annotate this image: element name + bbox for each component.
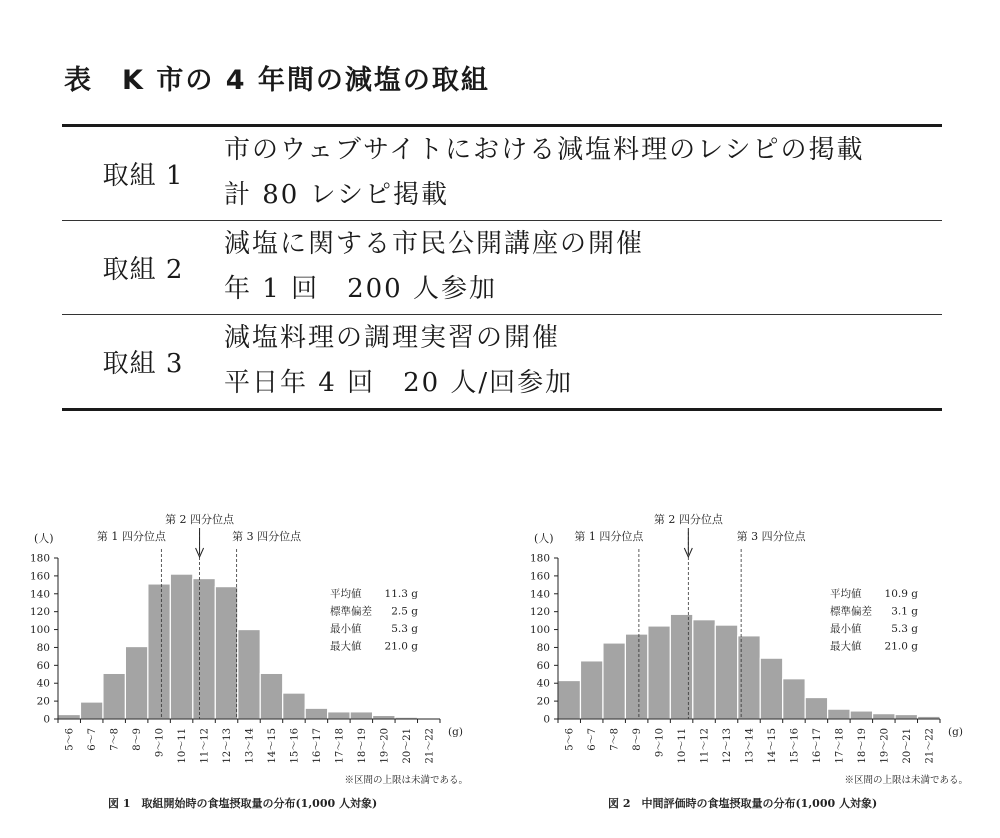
y-tick-label: 180 [29,552,50,565]
x-tick-label: 10～11 [177,728,189,764]
row-description: 減塩料理の調理実習の開催 [224,323,561,353]
y-tick-label: 160 [529,570,550,583]
x-tick-label: 5～6 [64,728,76,751]
histogram-chart-2 [500,498,1000,838]
table-title: 表 K 市の 4 年間の減塩の取組 [64,65,490,96]
x-tick-label: 16～17 [311,727,323,764]
histogram-bar [558,681,580,719]
stat-name: 最小値 [830,623,862,635]
x-tick-label: 21～22 [424,727,436,764]
x-tick-label: 17～18 [334,727,346,764]
x-tick-label: 12～13 [722,728,734,764]
x-tick-label: 9～10 [154,728,166,758]
histogram-bar [828,709,850,719]
x-tick-label: 18～19 [356,727,368,764]
histogram-bar [215,587,237,719]
stat-name: 最大値 [830,640,862,653]
quartile-label: 第 1 四分位点 [96,530,166,543]
quartile-label: 第 2 四分位点 [653,513,723,526]
row-content [224,221,942,315]
row-label: 取組 2 [62,221,224,315]
table-row [62,221,942,315]
table-row [62,315,942,410]
stat-name: 最大値 [330,640,362,653]
row-label: 取組 3 [62,315,224,410]
histogram-bar [850,711,872,719]
row-label: 取組 1 [102,161,184,191]
x-tick-label: 11～12 [199,728,211,764]
x-tick-label: 13～14 [244,728,256,764]
y-tick-label: 20 [36,695,50,708]
x-tick-label: 8～9 [632,728,644,751]
stat-name: 標準偏差 [330,605,372,618]
histogram-bar [373,715,395,719]
figure-1 [0,498,500,838]
y-tick-label: 20 [536,695,550,708]
y-axis-unit: (人) [534,532,554,545]
y-tick-label: 140 [529,588,550,601]
stat-value: 21.0 g [884,640,918,653]
x-tick-label: 20～21 [401,727,413,764]
stat-value: 5.3 g [391,623,418,635]
row-detail: 平日年 4 回 20 人/回参加 [224,368,574,398]
stat-name: 平均値 [330,588,362,600]
x-tick-label: 12～13 [222,728,234,764]
x-axis-unit: (g) [948,726,963,738]
x-tick-label: 6～7 [587,728,599,751]
stat-value: 3.1 g [891,605,918,618]
x-tick-label: 14～15 [766,727,778,764]
x-tick-label: 19～20 [379,727,391,764]
row-description: 市のウェブサイトにおける減塩料理のレシピの掲載 [224,135,865,165]
histogram-bar [170,574,192,719]
y-tick-label: 60 [536,659,550,672]
histogram-bar [125,647,147,719]
table-row [62,126,942,221]
interval-note: ※区間の上限は未満である。 [844,775,968,786]
x-tick-label: 17～18 [834,727,846,764]
x-tick-label: 13～14 [744,728,756,764]
quartile-label: 第 2 四分位点 [165,513,235,526]
figure-2 [500,498,1000,838]
histogram-bar [603,643,625,719]
figure-caption: 図 1 取組開始時の食塩摂取量の分布(1,000 人対象) [108,797,378,810]
y-tick-label: 100 [529,624,550,637]
interval-note: ※区間の上限は未満である。 [344,775,468,786]
histogram-bar [805,698,827,719]
quartile-label: 第 3 四分位点 [232,530,302,543]
x-tick-label: 20～21 [901,727,913,764]
x-tick-label: 14～15 [266,727,278,764]
y-tick-label: 40 [536,677,550,690]
figure-caption: 図 2 中間評価時の食塩摂取量の分布(1,000 人対象) [608,797,878,810]
histogram-bar [283,693,305,719]
histogram-bar [625,634,647,719]
histogram-chart-1 [0,498,500,838]
histogram-bar [648,626,670,719]
stat-value: 11.3 g [384,588,418,600]
histogram-bar [783,679,805,719]
row-detail: 年 1 回 200 人参加 [224,274,497,304]
histogram-bar [350,712,372,719]
histogram-bar [193,579,215,719]
histogram-bar [238,630,260,719]
stat-value: 5.3 g [891,623,918,635]
y-tick-label: 140 [29,588,50,601]
row-content [224,315,942,410]
measures-table [62,124,942,411]
x-tick-label: 5～6 [564,728,576,751]
row-content [224,126,942,221]
histogram-bar [148,584,170,719]
histogram-bar [260,673,282,719]
x-tick-label: 16～17 [811,727,823,764]
histogram-bar [693,620,715,719]
histogram-bar [895,715,917,719]
stat-value: 2.5 g [391,605,418,618]
histogram-bar [715,625,737,719]
histogram-bar [58,715,80,719]
x-tick-label: 21～22 [924,727,936,764]
histogram-bar [670,614,692,719]
y-tick-label: 180 [529,552,550,565]
y-axis-unit: (人) [34,532,54,545]
stat-name: 標準偏差 [830,605,872,618]
row-detail: 計 80 レシピ掲載 [224,180,449,210]
x-tick-label: 8～9 [132,728,144,751]
x-tick-label: 19～20 [879,727,891,764]
x-tick-label: 7～8 [109,728,121,751]
histogram-bar [328,712,350,719]
y-tick-label: 40 [36,677,50,690]
y-tick-label: 120 [29,606,50,619]
stat-value: 10.9 g [884,588,918,600]
x-tick-label: 7～8 [609,728,621,751]
x-tick-label: 15～16 [289,727,301,764]
row-description: 減塩に関する市民公開講座の開催 [224,229,645,259]
x-tick-label: 10～11 [677,728,689,764]
stat-name: 最小値 [330,623,362,635]
y-tick-label: 60 [36,659,50,672]
y-tick-label: 100 [29,624,50,637]
y-tick-label: 80 [536,641,550,654]
x-tick-label: 6～7 [87,728,99,751]
measures-table-wrap [62,124,942,411]
stat-value: 21.0 g [384,640,418,653]
quartile-label: 第 3 四分位点 [736,530,806,543]
x-tick-label: 15～16 [789,727,801,764]
y-tick-label: 120 [529,606,550,619]
histogram-bar [305,708,327,719]
x-axis-unit: (g) [448,726,463,738]
histogram-bar [580,661,602,719]
x-tick-label: 11～12 [699,728,711,764]
x-tick-label: 9～10 [654,728,666,758]
quartile-label: 第 1 四分位点 [574,530,644,543]
y-tick-label: 160 [29,570,50,583]
histogram-bar [873,714,895,719]
y-tick-label: 80 [36,641,50,654]
histogram-bar [80,702,102,719]
histogram-bar [760,658,782,719]
x-tick-label: 18～19 [856,727,868,764]
y-tick-label: 0 [43,713,50,726]
y-tick-label: 0 [543,713,550,726]
stat-name: 平均値 [830,588,862,600]
histogram-bar [103,673,125,719]
